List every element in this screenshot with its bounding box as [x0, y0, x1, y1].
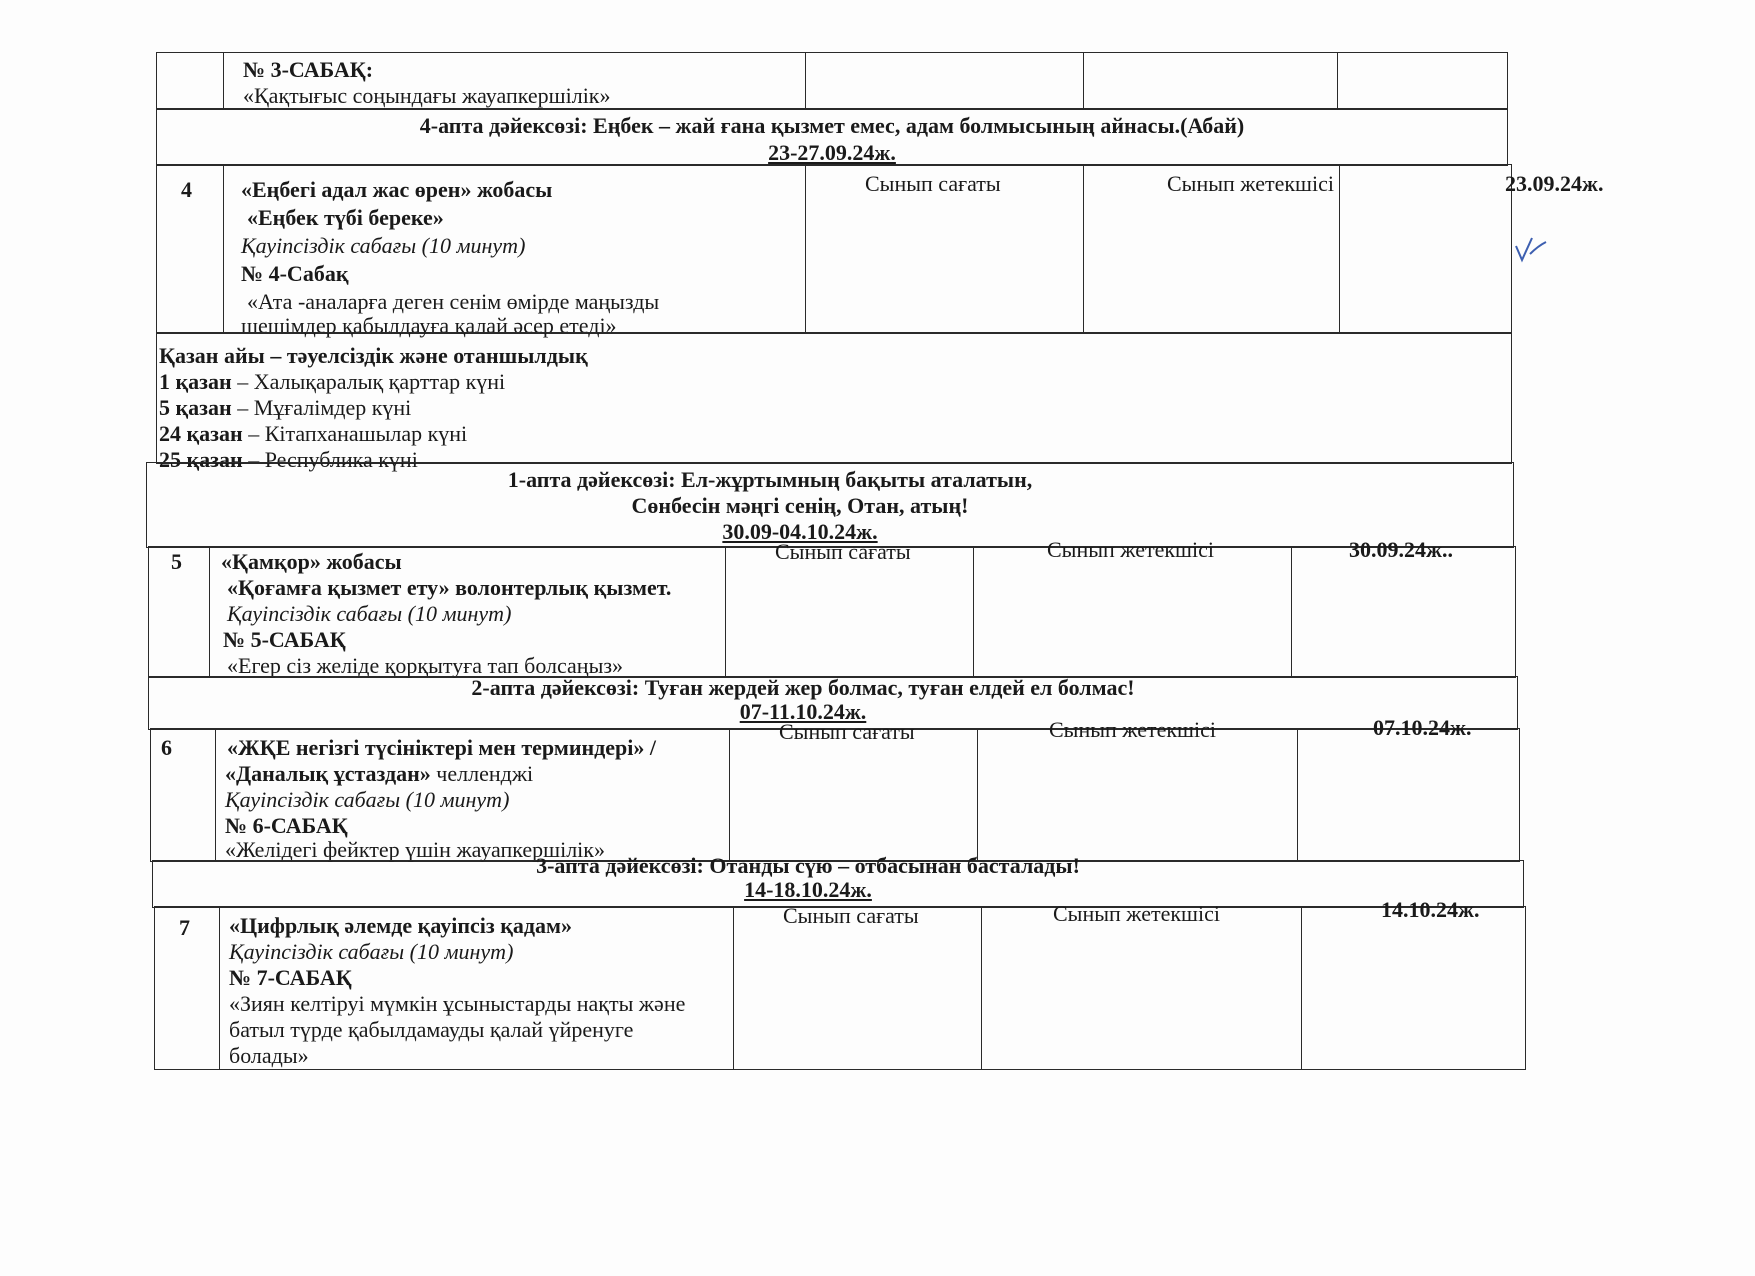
row-4-subtitle: «Еңбек түбі береке» [247, 205, 444, 230]
table-row-5 [148, 537, 1516, 678]
row-7-lesson-text-3: болады» [229, 1043, 309, 1068]
october-event-3 [159, 419, 467, 448]
row-7-title: «Цифрлық әлемде қауіпсіз қадам» [229, 913, 572, 938]
october-event-4-text: – Республика күні [242, 447, 418, 472]
row-6-challenge-name: «Даналық ұстаздан» [225, 761, 431, 786]
row-7-form: Сынып сағаты [783, 903, 919, 928]
week-1-quote-line-2: Сөнбесін мәңгі сенің, Отан, атың! [631, 493, 969, 518]
row-4-number: 4 [181, 177, 192, 202]
row-6-challenge-suffix: челленджі [430, 761, 534, 786]
week-4-dates: 23-27.09.24ж. [768, 140, 896, 165]
week-2-quote: 2-апта дәйексөзі: Туған жердей жер болмас, туған елдей ел болмас! [471, 675, 1135, 700]
row-4-project: «Еңбегі адал жас өрен» жобасы [241, 177, 553, 202]
row-5-responsible: Сынып жетекшісі [1047, 537, 1214, 562]
week-4-quote: 4-апта дәйексөзі: Еңбек – жай ғана қызмет емес, адам болмысының айнасы.(Абай) [419, 113, 1245, 138]
october-event-3-day: 24 қазан [159, 421, 243, 446]
row-4-date: 23.09.24ж. [1505, 171, 1604, 196]
lesson-3-title: № 3-САБАҚ: [243, 57, 374, 82]
row-6-lesson-text: «Желідегі фейктер үшін жауапкершілік» [225, 837, 605, 862]
lesson-3-text: «Қақтығыс соңындағы жауапкершілік» [243, 83, 611, 108]
row-4-lesson-text-2: шешімдер қабылдауға қалай әсер етеді» [241, 313, 617, 338]
row-6-challenge-line [225, 759, 533, 788]
row-4-responsible: Сынып жетекшісі [1167, 171, 1334, 196]
october-event-4-day: 25 қазан [159, 447, 243, 472]
row-6-date: 07.10.24ж. [1373, 715, 1472, 740]
row-5-form: Сынып сағаты [775, 539, 911, 564]
row-5-number: 5 [171, 549, 182, 574]
week-3-quote: 3-апта дәйексөзі: Отанды сүю – отбасынан басталады! [536, 853, 1080, 878]
row-7-responsible: Сынып жетекшісі [1053, 901, 1220, 926]
october-title: Қазан айы – тәуелсіздік және отаншылдық [159, 343, 588, 368]
october-event-1-text: – Халықаралық қарттар күні [231, 369, 506, 394]
week-1-dates: 30.09-04.10.24ж. [722, 519, 878, 544]
week-3-dates: 14-18.10.24ж. [744, 877, 872, 902]
october-event-1 [159, 367, 505, 396]
row-5-project: «Қамқор» жобасы [221, 549, 402, 574]
row-5-lesson-number: № 5-САБАҚ [223, 627, 346, 652]
row-5-date: 30.09.24ж.. [1349, 537, 1453, 562]
row-4-lesson-number: № 4-Сабақ [241, 261, 349, 286]
week-1-quote-line-1: 1-апта дәйексөзі: Ел-жұртымның бақыты аталатын, [507, 467, 1033, 492]
pen-check-mark-icon [1512, 232, 1552, 266]
row-6-safety-lesson: Қауіпсіздік сабағы (10 минут) [225, 787, 510, 812]
row-6-title-line [227, 733, 656, 762]
row-4-form: Сынып сағаты [865, 171, 1001, 196]
october-section [156, 332, 1512, 472]
row-7-date: 14.10.24ж. [1381, 897, 1480, 922]
table-row-4 [156, 164, 1604, 338]
row-7-number: 7 [179, 915, 190, 940]
october-event-1-day: 1 қазан [159, 369, 232, 394]
table-row-6 [150, 715, 1520, 862]
week-2-dates: 07-11.10.24ж. [739, 699, 867, 724]
october-event-2-day: 5 қазан [159, 395, 232, 420]
row-4-safety-lesson: Қауіпсіздік сабағы (10 минут) [241, 233, 526, 258]
october-event-2-text: – Мұғалімдер күні [231, 395, 412, 420]
row-7-lesson-text-2: батыл түрде қабылдамауды қалай үйренуге [229, 1017, 634, 1042]
october-event-2 [159, 393, 411, 422]
row-6-title: «ЖҚЕ негізгі түсініктері мен терминдері» / [227, 735, 657, 760]
week-4-header [156, 108, 1508, 166]
row-4-lesson-text-1: «Ата -аналарға деген сенім өмірде маңызды [247, 289, 660, 314]
row-6-responsible: Сынып жетекшісі [1049, 717, 1216, 742]
row-6-number: 6 [161, 735, 172, 760]
table-row-lesson-3 [156, 52, 1508, 110]
row-7-lesson-number: № 7-САБАҚ [229, 965, 352, 990]
october-event-3-text: – Кітапханашылар күні [242, 421, 468, 446]
row-5-safety-lesson: Қауіпсіздік сабағы (10 минут) [227, 601, 512, 626]
row-7-lesson-text-1: «Зиян келтіруі мүмкін ұсыныстарды нақты және [229, 991, 686, 1016]
row-7-safety-lesson: Қауіпсіздік сабағы (10 минут) [229, 939, 514, 964]
table-row-7 [154, 897, 1526, 1070]
row-5-subtitle: «Қоғамға қызмет ету» волонтерлық қызмет. [227, 575, 672, 600]
row-6-lesson-number: № 6-САБАҚ [225, 813, 348, 838]
row-6-form: Сынып сағаты [779, 719, 915, 744]
week-1-header [146, 462, 1514, 548]
row-5-lesson-text: «Егер сіз желіде қорқытуға тап болсаңыз» [227, 653, 624, 678]
